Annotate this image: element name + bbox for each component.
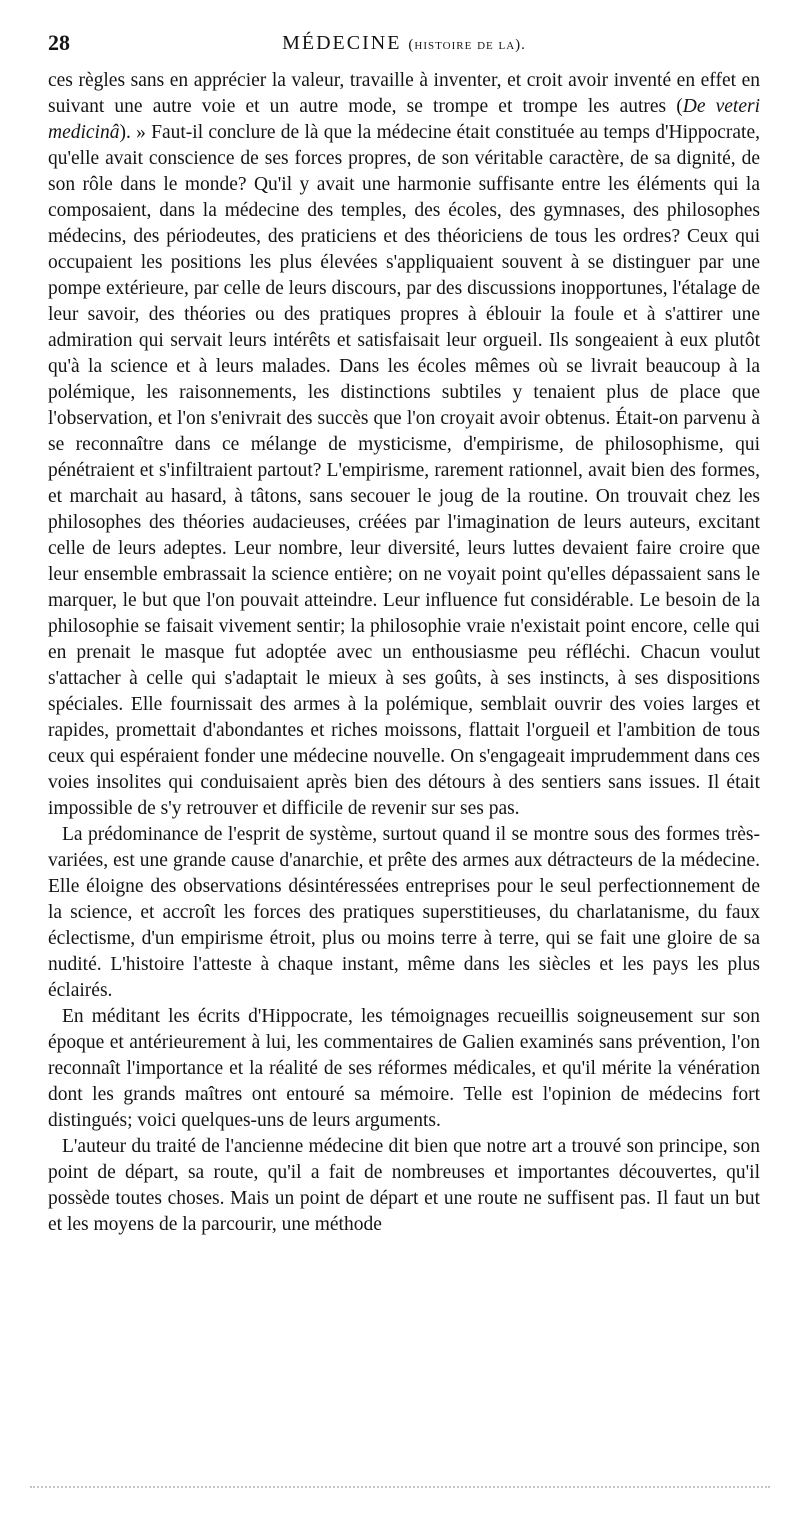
paragraph: La prédominance de l'esprit de système, surtout quand il se montre sous des formes très-variées, est une grande cause d'anarchie, et prête des armes aux détracteurs de la médecine. Elle éloigne des observations désintéressées entreprises pour le seul perfectionnement de la science, et accroît les forces des pratiques superstitieuses, du charlatanisme, du faux éclectisme, d'un empirisme étroit, plus ou moins terre à terre, qui se fait une gloire de sa nudité. L'histoire l'atteste à chaque instant, même dans les siècles et les pays les plus éclairés. — [48, 824, 760, 1001]
italic-title: De veteri medicinâ — [48, 96, 760, 143]
paragraph — [48, 68, 760, 822]
scan-artifact-line — [30, 1486, 770, 1496]
running-head-subtitle: (histoire de la). — [408, 37, 526, 53]
paragraph-text: ). » Faut-il conclure de là que la médecine était constituée au temps d'Hippocrate, qu'elle avait conscience de ses forces propres, de son véritable caractère, de sa dignité, de son rôle dans le monde? Qu'il y avait une harmonie suffisante entre les éléments qui la composaient, dans la médecine des temples, des écoles, des gymnases, des philosophes médecins, des périodeutes, des praticiens et des théoriciens de tous les ordres? Ceux qui occupaient les positions les plus élevées s'appliquaient souvent à se distinguer par une pompe extérieure, par celle de leurs discours, par des discussions inopportunes, l'étalage de leur savoir, des théories ou des pratiques propres à éblouir la foule et à s'attirer une admiration qui servait leurs intérêts et satisfaisait leur orgueil. Ils songeaient à eux plutôt qu'à la science et à leurs malades. Dans les écoles mêmes où se livrait beaucoup à la polémique, les raisonnements, les distinctions subtiles y tenaient plus de place que l'observation, et l'on s'enivrait des succès que l'on croyait avoir obtenus. Était-on parvenu à se reconnaître dans ce mélange de mysticisme, d'empirisme, de philosophisme, qui pénétraient et s'infiltraient partout? L'empirisme, rarement rationnel, avait bien des formes, et marchait au hasard, à tâtons, sans secouer le joug de la routine. On trouvait chez les philosophes des théories audacieuses, créées par l'imagination de leurs auteurs, excitant celle de leurs adeptes. Leur nombre, leur diversité, leurs luttes devaient faire croire que leur ensemble embrassait la science entière; on ne voyait point qu'elles dépassaient sans le marquer, le but que l'on pouvait atteindre. Leur influence fut considérable. Le besoin de la philosophie se faisait vivement sentir; la philosophie vraie n'existait point encore, celle qui en prenait le masque fut adoptée avec un enthousiasme peu réfléchi. Chacun voulut s'attacher à celle qui s'adaptait le mieux à ses goûts, à ses instincts, à ses dispositions spéciales. Elle fournissait des armes à la polémique, semblait ouvrir des voies larges et rapides, promettait d'abondantes et riches moissons, flattait l'orgueil et l'ambition de tous ceux qui espéraient fonder une médecine nouvelle. On s'engageait imprudemment dans ces voies insolites qui conduisaient après bien des détours à des sentiers sans issues. Il était impossible de s'y retrouver et difficile de revenir sur ses pas. — [48, 122, 760, 819]
body-text — [48, 68, 760, 1238]
running-head-title: MÉDECINE — [282, 32, 402, 54]
paragraph-text: ces règles sans en apprécier la valeur, travaille à inventer, et croit avoir inventé en effet en suivant une autre voie et un autre mode, se trompe et trompe les autres ( — [48, 70, 760, 117]
paragraph: L'auteur du traité de l'ancienne médecine dit bien que notre art a trouvé son principe, son point de départ, sa route, qu'il a fait de nombreuses et importantes découvertes, qu'il possède toutes choses. Mais un point de départ et une route ne suffisent pas. Il faut un but et les moyens de la parcourir, une méthode — [48, 1136, 760, 1235]
page-number: 28 — [48, 30, 70, 55]
paragraph: En méditant les écrits d'Hippocrate, les témoignages recueillis soigneusement sur son époque et antérieurement à lui, les commentaires de Galien examinés sans prévention, l'on reconnaît l'importance et la réalité de ses réformes médicales, et qu'il mérite la vénération dont les grands maîtres ont entouré sa mémoire. Telle est l'opinion de médecins fort distingués; voici quelques-uns de leurs arguments. — [48, 1006, 760, 1131]
running-head — [48, 32, 760, 55]
page-header — [48, 30, 760, 60]
